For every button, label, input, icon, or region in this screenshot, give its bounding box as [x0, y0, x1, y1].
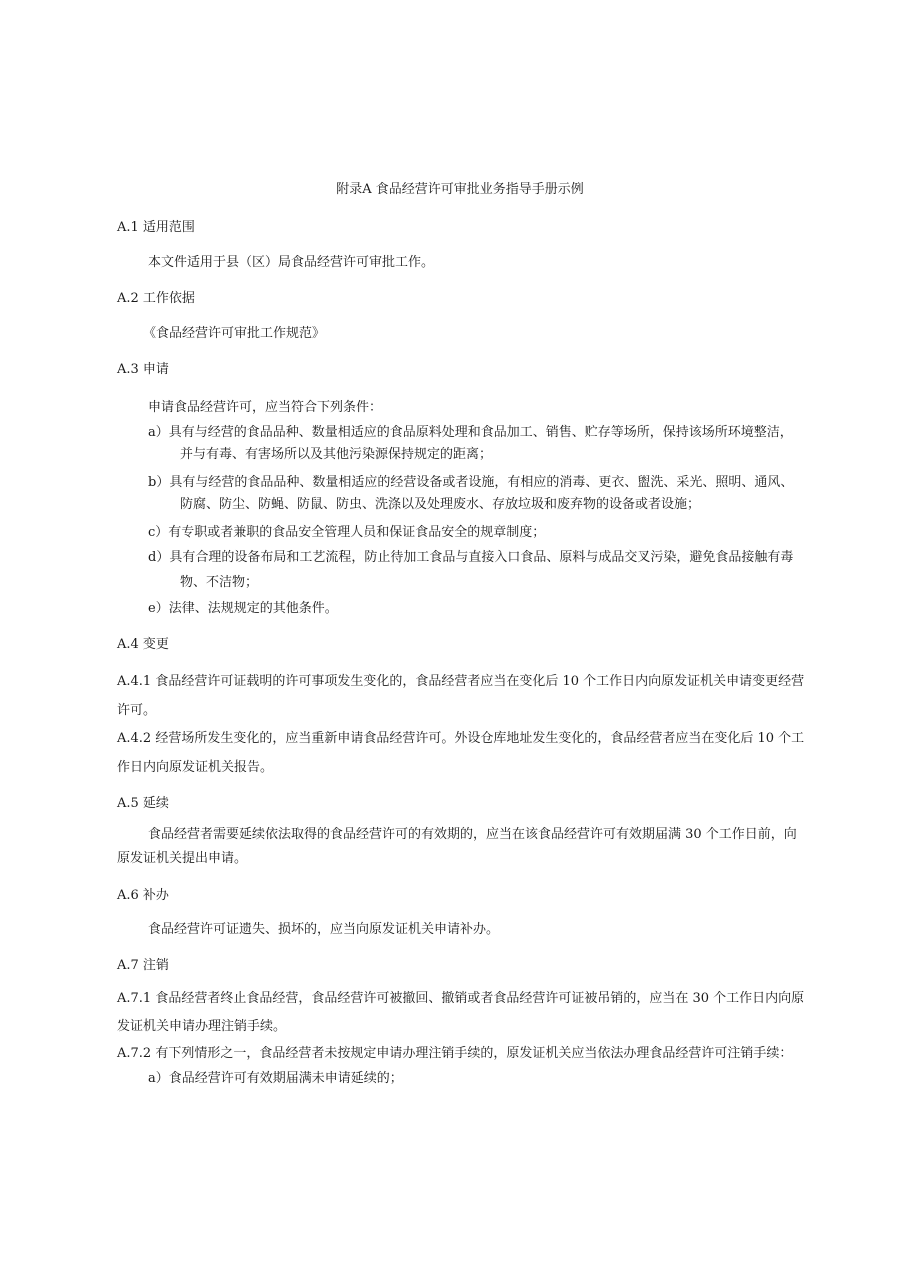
section-a1-text: 本文件适用于县（区）局食品经营许可审批工作。: [148, 255, 435, 270]
section-a3-intro: 申请食品经营许可，应当符合下列条件：: [148, 400, 383, 415]
list-item-a3-b: b）具有与经营的食品品种、数量相适应的经营设备或者设施，有相应的消毒、更衣、盥洗、采光、照明、通风、: [148, 475, 794, 490]
clause-a41: A.4.1 食品经营许可证载明的许可事项发生变化的，食品经营者应当在变化后 10 个工作日内向原发证机关申请变更经营: [117, 674, 805, 689]
section-heading-a3: A.3 申请: [117, 362, 169, 377]
section-a6-text: 食品经营许可证遗失、损坏的，应当向原发证机关申请补办。: [148, 922, 500, 937]
section-a2-text: 《食品经营许可审批工作规范》: [143, 326, 326, 341]
section-heading-a1: A.1 适用范围: [117, 220, 195, 235]
section-heading-a6: A.6 补办: [117, 888, 169, 903]
clause-a71-cont: 发证机关申请办理注销手续。: [117, 1019, 287, 1034]
section-heading-a2: A.2 工作依据: [117, 291, 195, 306]
clause-a42: A.4.2 经营场所发生变化的，应当重新申请食品经营许可。外设仓库地址发生变化的，食品经营者应当在变化后 10 个工: [117, 731, 805, 746]
list-item-a3-c: c）有专职或者兼职的食品安全管理人员和保证食品安全的规章制度；: [148, 525, 546, 540]
clause-a41-cont: 许可。: [117, 703, 157, 718]
list-item-a3-e: e）法律、法规规定的其他条件。: [148, 601, 338, 616]
clause-a42-cont: 作日内向原发证机关报告。: [117, 760, 274, 775]
clause-a72: A.7.2 有下列情形之一，食品经营者未按规定申请办理注销手续的，原发证机关应当依法办理食品经营许可注销手续：: [117, 1046, 793, 1061]
list-item-a3-a: a）具有与经营的食品品种、数量相适应的食品原料处理和食品加工、销售、贮存等场所，保持该场所环境整洁，: [148, 425, 793, 440]
section-heading-a4: A.4 变更: [117, 637, 169, 652]
document-title: 附录A 食品经营许可审批业务指导手册示例: [336, 182, 584, 197]
list-item-a3-a-cont: 并与有毒、有害场所以及其他污染源保持规定的距离；: [180, 447, 493, 462]
list-item-a7-a: a）食品经营许可有效期届满未申请延续的；: [148, 1071, 403, 1086]
section-a5-text-cont: 原发证机关提出申请。: [117, 851, 248, 866]
list-item-a3-d: d）具有合理的设备布局和工艺流程，防止待加工食品与直接入口食品、原料与成品交叉污染，避免食品接触有毒: [148, 550, 794, 565]
section-heading-a5: A.5 延续: [117, 796, 169, 811]
section-heading-a7: A.7 注销: [117, 958, 169, 973]
list-item-a3-d-cont: 物、不洁物；: [180, 575, 259, 590]
section-a5-text: 食品经营者需要延续依法取得的食品经营许可的有效期的，应当在该食品经营许可有效期届满 30 个工作日前，向: [148, 827, 797, 842]
list-item-a3-b-cont: 防腐、防尘、防蝇、防鼠、防虫、洗涤以及处理废水、存放垃圾和废弃物的设备或者设施；: [180, 497, 701, 512]
clause-a71: A.7.1 食品经营者终止食品经营，食品经营许可被撤回、撤销或者食品经营许可证被吊销的，应当在 30 个工作日内向原: [117, 991, 805, 1006]
